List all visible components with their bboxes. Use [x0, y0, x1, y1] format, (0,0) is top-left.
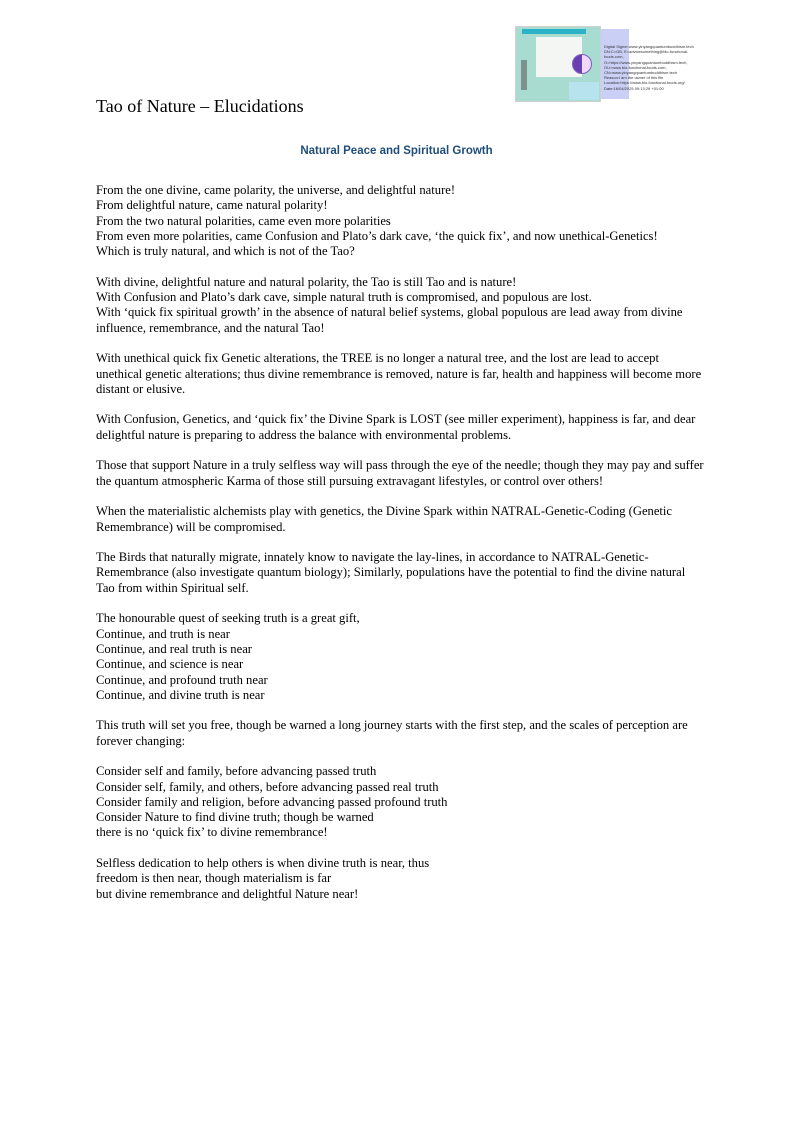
document-subtitle: Natural Peace and Spiritual Growth: [300, 145, 493, 157]
paragraph: With Confusion, Genetics, and ‘quick fix’ the Divine Spark is LOST (see miller experiment), happiness is far, and dear delightful nature is preparing to address the balance with environmental problems.: [96, 412, 696, 442]
paragraph: From the one divine, came polarity, the universe, and delightful nature! From delightful nature, came natural polarity! From the two natural polarities, came even more polarities From even more polarities, came Confusion and Plato’s dark cave, ‘the quick fix’, and now unethical-Genetics! Which is truly natural, and which is not of the Tao?: [96, 183, 658, 259]
paragraph: With divine, delightful nature and natural polarity, the Tao is still Tao and is nature! With Confusion and Plato’s dark cave, simple natural truth is compromised, and populous are lost. With ‘quick fix spiritual growth’ in the absence of natural belief systems, global populous are lead away from divine influence, remembrance, and the natural Tao!: [96, 274, 683, 335]
signature-details: Digital Signer:www.yinyangquantumbuddhism.tech DN:C=GB, E=advicesomething@bio-functional-foods.com, O=https://www.yinyangquantumbuddhism.tech, OU=www.bio-functional-foods.com, CN=www.yinyangquantumbuddhism.tech Reason:I am the owner of this file Location:https://www.bio-functional-foods.org/ Date:16/04/2025 09:13:29 +01:00: [604, 44, 694, 91]
paragraph: The Birds that naturally migrate, innately know to navigate the lay-lines, in accordance to NATRAL-Genetic-Remembrance (also investigate quantum biology); Similarly, populations have the potential to find the divine natural Tao from within Spiritual self.: [96, 550, 686, 595]
document-body: [96, 183, 706, 917]
thumbnail-side-panel: [569, 82, 599, 100]
document-title: Tao of Nature – Elucidations: [96, 96, 304, 116]
digital-signature-stamp: [515, 26, 705, 106]
paragraph: Consider self and family, before advancing passed truth Consider self, family, and others, before advancing passed real truth Consider family and religion, before advancing passed profound truth Consider Nature to find divine truth; though be warned there is no ‘quick fix’ to divine remembrance!: [96, 764, 448, 840]
signature-thumbnail-image: [515, 26, 601, 102]
yin-yang-icon: [572, 54, 592, 74]
paragraph: The honourable quest of seeking truth is a great gift, Continue, and truth is near Continue, and real truth is near Continue, and science is near Continue, and profound truth near Continue, and divine truth is near: [96, 611, 360, 702]
paragraph: When the materialistic alchemists play with genetics, the Divine Spark within NATRAL-Genetic-Coding (Genetic Remembrance) will be compromised.: [96, 504, 673, 534]
paragraph: This truth will set you free, though be warned a long journey starts with the first step, and the scales of perception are forever changing:: [96, 718, 688, 748]
paragraph: With unethical quick fix Genetic alterations, the TREE is no longer a natural tree, and the lost are lead to accept unethical genetic alterations; thus divine remembrance is removed, nature is far, health and happiness will become more distant or elusive.: [96, 351, 702, 396]
paragraph: Those that support Nature in a truly selfless way will pass through the eye of the needle; though they may pay and suffer the quantum atmospheric Karma of those still pursuing extravagant lifestyles, or control over others!: [96, 458, 704, 488]
paragraph: Selfless dedication to help others is when divine truth is near, thus freedom is then near, though materialism is far but divine remembrance and delightful Nature near!: [96, 856, 430, 901]
thumbnail-figure: [521, 60, 527, 90]
thumbnail-header-bar: [522, 29, 586, 34]
